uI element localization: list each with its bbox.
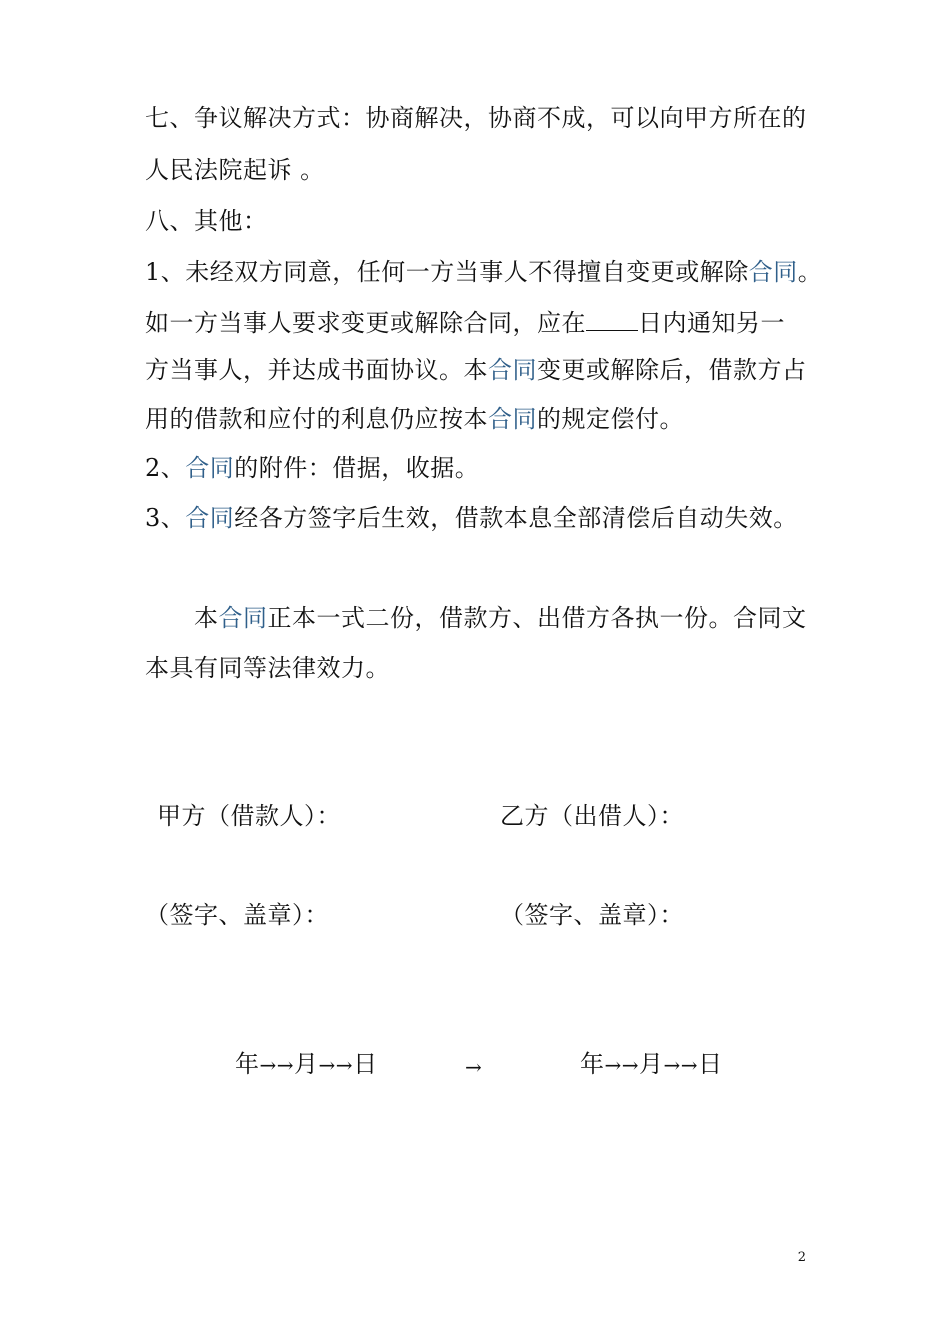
tab-arrow-icon: →: [465, 1055, 483, 1079]
party-a-sign-label: （签字、盖章）：: [145, 901, 329, 929]
item1-line-4: 用的借款和应付的利息仍应按本合同的规定偿付。: [145, 405, 684, 433]
tab-arrow-icon: →: [604, 1053, 622, 1077]
item1-line-1: 1、未经双方同意，任何一方当事人不得擅自变更或解除合同。: [145, 258, 823, 286]
closing-line-1: 本合同正本一式二份，借款方、出借方各执一份。合同文: [194, 604, 807, 632]
separator-arrow: [465, 1051, 482, 1082]
days-blank: [586, 308, 638, 331]
page-number: 2: [797, 1250, 806, 1265]
contract-link[interactable]: 合同: [488, 356, 537, 384]
tab-arrow-icon: →: [335, 1053, 354, 1077]
item1-line-3: 方当事人，并达成书面协议。本合同变更或解除后，借款方占: [145, 356, 807, 384]
party-b-sign-label: （签字、盖章）：: [500, 901, 684, 929]
tab-arrow-icon: →: [259, 1053, 277, 1077]
tab-arrow-icon: →: [621, 1053, 640, 1077]
contract-link[interactable]: 合同: [488, 405, 537, 433]
party-b-label: 乙方（出借人）：: [500, 802, 684, 830]
item3-line: 3、合同经各方签字后生效，借款本息全部清偿后自动失效。: [145, 504, 798, 532]
tab-arrow-icon: →: [318, 1053, 336, 1077]
contract-link[interactable]: 合同: [185, 504, 235, 532]
dispute-resolution-line-2: 人民法院起诉 。: [145, 156, 325, 184]
contract-link[interactable]: 合同: [218, 604, 268, 632]
party-a-date: 年→→月→→日: [235, 1050, 378, 1078]
item1-line-2: 如一方当事人要求变更或解除合同，应在 日内通知另一: [145, 309, 785, 337]
party-a-label: 甲方（借款人）：: [157, 802, 341, 830]
tab-arrow-icon: →: [680, 1053, 699, 1077]
other-heading: 八、其他：: [145, 207, 268, 235]
party-b-date: 年→→月→→日: [580, 1050, 723, 1078]
contract-link[interactable]: 合同: [185, 454, 235, 482]
tab-arrow-icon: →: [663, 1053, 681, 1077]
closing-line-2: 本具有同等法律效力。: [145, 654, 390, 682]
item2-line: 2、合同的附件：借据，收据。: [145, 454, 480, 482]
tab-arrow-icon: →: [276, 1053, 295, 1077]
dispute-resolution-line-1: 七、争议解决方式：协商解决，协商不成，可以向甲方所在的: [145, 104, 807, 132]
contract-link[interactable]: 合同: [748, 258, 798, 286]
